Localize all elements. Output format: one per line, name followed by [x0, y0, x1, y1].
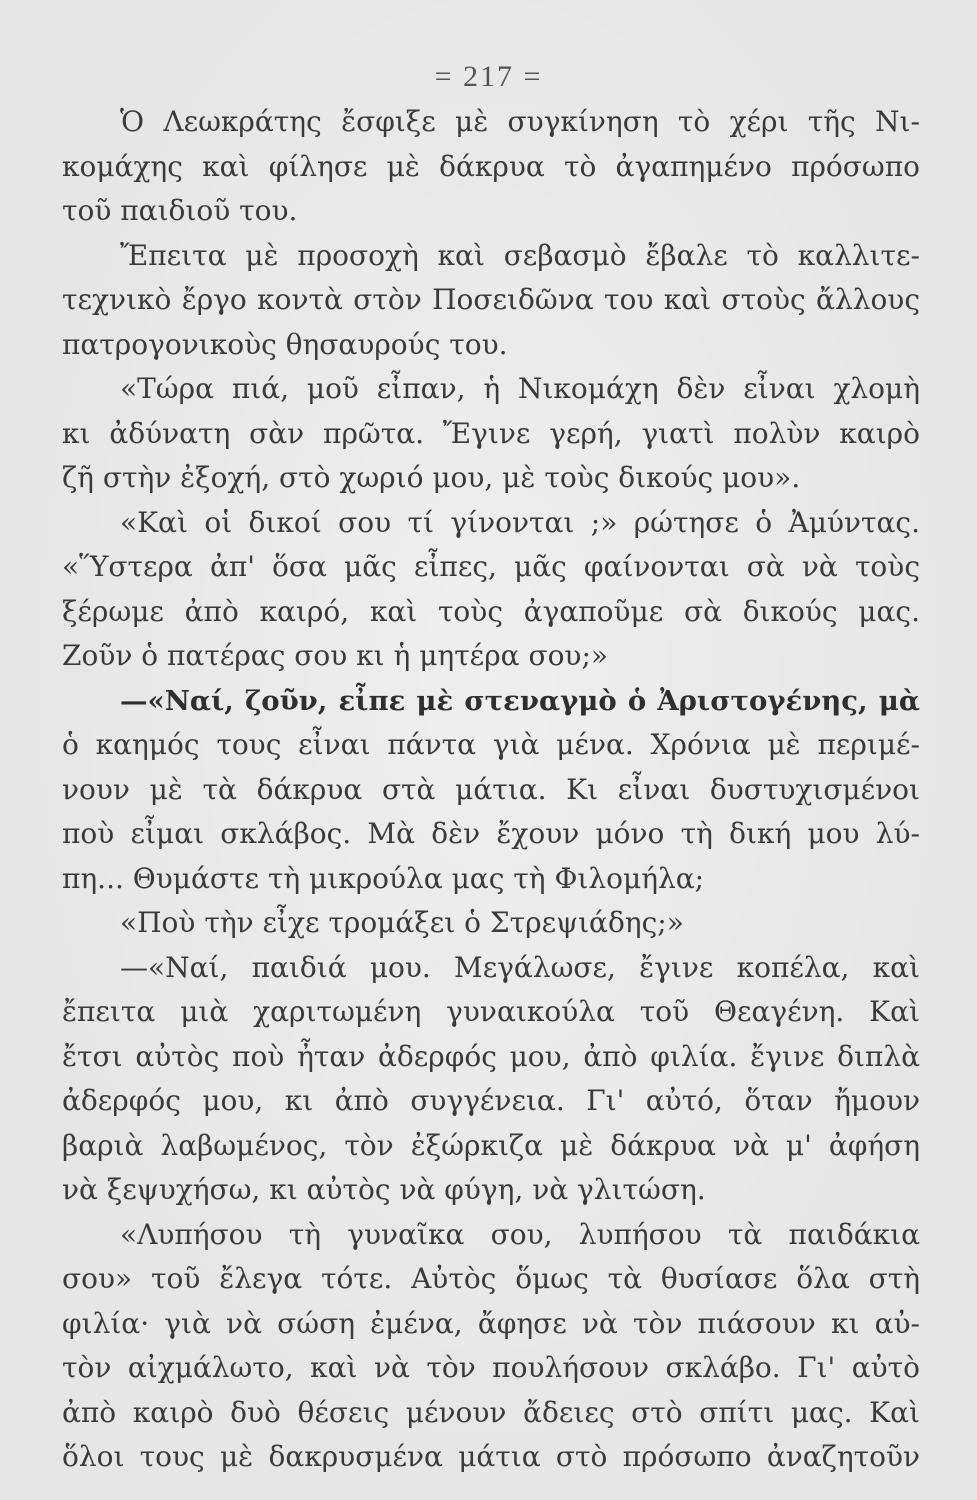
text-line: ὁ καημός τους εἶναι πάντα γιὰ μένα. Χρόνια μὲ περιμέ- — [62, 728, 920, 761]
text-line: «Τώρα πιά, μοῦ εἶπαν, ἡ Νικομάχη δὲν εἶναι χλομὴ — [120, 372, 920, 405]
text-line: Ζοῦν ὁ πατέρας σου κι ἡ μητέρα σου;» — [62, 639, 609, 672]
text-line: τοῦ παιδιοῦ του. — [62, 194, 298, 227]
text-line: «Ποὺ τὴν εἶχε τρομάξει ὁ Στρεψιάδης;» — [120, 906, 684, 939]
text-line: σου» τοῦ ἔλεγα τότε. Αὐτὸς ὅμως τὰ θυσίασε ὅλα στὴ — [62, 1262, 920, 1295]
text-line: κι ἀδύνατη σὰν πρῶτα. Ἔγινε γερή, γιατὶ πολὺν καιρὸ — [62, 416, 920, 450]
text-line: ξέρωμε ἀπὸ καιρό, καὶ τοὺς ἀγαποῦμε σὰ δικούς μας. — [62, 594, 920, 628]
text-line: φιλία· γιὰ νὰ σώση ἐμένα, ἄφησε νὰ τὸν πιάσουν κι αὐ- — [62, 1306, 920, 1340]
text-line: «Ὕστερα ἀπ' ὅσα μᾶς εἶπες, μᾶς φαίνονται σὰ νὰ τοὺς — [62, 550, 920, 583]
text-line: ἔτσι αὐτὸς ποὺ ἦταν ἀδερφός μου, ἀπὸ φιλία. ἔγινε διπλὰ — [62, 1039, 920, 1073]
text-line: πη... Θυμάστε τὴ μικρούλα μας τὴ Φιλομήλα; — [62, 861, 705, 895]
page-number: = 217 = — [434, 60, 543, 93]
text-line: ποὺ εἶμαι σκλάβος. Μὰ δὲν ἔχουν μόνο τὴ δική μου λύ- — [62, 817, 920, 850]
text-line: —«Ναί, ζοῦν, εἶπε μὲ στεναγμὸ ὁ Ἀριστογένης, μὰ — [120, 684, 920, 717]
text-line: «Λυπήσου τὴ γυναῖκα σου, λυπήσου τὰ παιδάκια — [120, 1217, 920, 1251]
text-line: κομάχης καὶ φίλησε μὲ δάκρυα τὸ ἀγαπημένο πρόσωπο — [62, 149, 920, 183]
text-line: Ὁ Λεωκράτης ἔσφιξε μὲ συγκίνηση τὸ χέρι τῆς Νι- — [120, 105, 920, 138]
text-line: πατρογονικοὺς θησαυρούς του. — [62, 327, 508, 361]
text-line: τεχνικὸ ἔργο κοντὰ στὸν Ποσειδῶνα του καὶ στοὺς ἄλλους — [62, 283, 920, 316]
text-line: τὸν αἰχμάλωτο, καὶ νὰ τὸν πουλήσουν σκλάβο. Γι' αὐτὸ — [62, 1351, 920, 1384]
text-line: ζῆ στὴν ἐξοχή, στὸ χωριό μου, μὲ τοὺς δικούς μου». — [62, 461, 801, 494]
text-line: —«Ναί, παιδιά μου. Μεγάλωσε, ἔγινε κοπέλα, καὶ — [120, 950, 920, 984]
body-text — [62, 100, 920, 1480]
text-line: βαριὰ λαβωμένος, τὸν ἐξώρκιζα μὲ δάκρυα νὰ μ' ἀφήση — [62, 1128, 920, 1162]
text-line: νὰ ξεψυχήσω, κι αὐτὸς νὰ φύγη, νὰ γλιτώση. — [62, 1173, 706, 1206]
text-line: ἔπειτα μιὰ χαριτωμένη γυναικούλα τοῦ Θεαγένη. Καὶ — [62, 995, 920, 1028]
text-line: Ἔπειτα μὲ προσοχὴ καὶ σεβασμὸ ἔβαλε τὸ καλλιτε- — [120, 238, 920, 272]
text-line: «Καὶ οἱ δικοί σου τί γίνονται ;» ρώτησε ὁ Ἀμύντας. — [120, 505, 920, 539]
text-line: ἀδερφός μου, κι ἀπὸ συγγένεια. Γι' αὐτό, ὅταν ἤμουν — [62, 1084, 920, 1117]
text-line: ἀπὸ καιρὸ δυὸ θέσεις μένουν ἄδειες στὸ σπίτι μας. Καὶ — [62, 1395, 920, 1429]
text-line: ὅλοι τους μὲ δακρυσμένα μάτια στὸ πρόσωπο ἀναζητοῦν — [62, 1440, 920, 1473]
text-line: νουν μὲ τὰ δάκρυα στὰ μάτια. Κι εἶναι δυστυχισμένοι — [62, 772, 920, 806]
